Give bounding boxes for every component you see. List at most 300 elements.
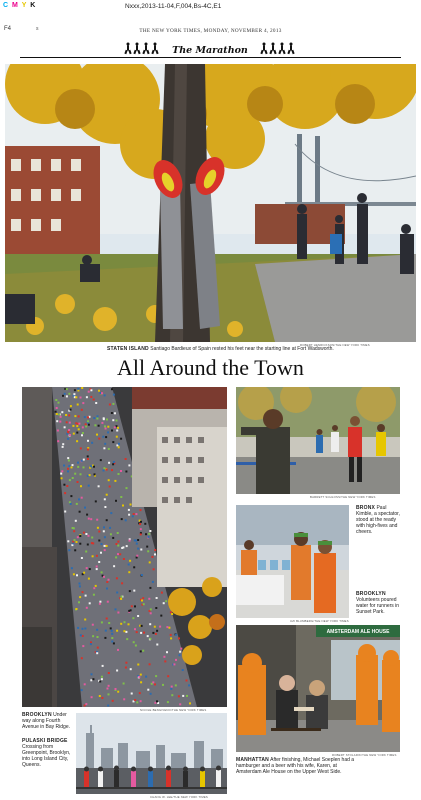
runner-dot bbox=[76, 574, 78, 576]
runner-dot bbox=[69, 422, 71, 424]
runner-dot bbox=[116, 577, 118, 579]
runner-dot bbox=[76, 541, 78, 543]
runner-dot bbox=[155, 607, 157, 609]
runner-dot bbox=[75, 396, 77, 398]
runner-dot bbox=[80, 473, 82, 475]
runner-dot bbox=[136, 701, 138, 703]
manhattan-ale-house-text: After finishing, Michael Soeplen had a hamburger and a beer with his wife, Karen, at Amsterdam Ale House on the Upper West Side. bbox=[236, 757, 355, 775]
runner-dot bbox=[69, 479, 71, 481]
runner-dot bbox=[152, 681, 154, 683]
runner-dot bbox=[109, 527, 111, 529]
runner-dot bbox=[130, 609, 132, 611]
runner-dot bbox=[62, 395, 64, 397]
runner-dot bbox=[93, 399, 95, 401]
runner-dot bbox=[63, 465, 65, 467]
runner-dot bbox=[123, 630, 125, 632]
runner-dot bbox=[154, 549, 156, 551]
runner-dot bbox=[79, 585, 81, 587]
runner-dot bbox=[55, 411, 57, 413]
runner-dot bbox=[84, 628, 86, 630]
runner-dot bbox=[141, 625, 143, 627]
runner-dot bbox=[96, 652, 98, 654]
runner-dot bbox=[171, 613, 173, 615]
runner-dot bbox=[141, 574, 143, 576]
runner-dot bbox=[125, 471, 127, 473]
runner-dot bbox=[136, 543, 138, 545]
runner-dot bbox=[178, 695, 180, 697]
runner-dot bbox=[132, 515, 134, 517]
runner-dot bbox=[95, 585, 97, 587]
runner-dot bbox=[57, 440, 59, 442]
runner-dot bbox=[170, 634, 172, 636]
manhattan-ale-house-caption bbox=[236, 757, 356, 775]
runner-dot bbox=[111, 469, 113, 471]
runner-dot bbox=[166, 651, 168, 653]
runner-dot bbox=[70, 405, 72, 407]
runner-dot bbox=[96, 434, 98, 436]
runner-dot bbox=[148, 533, 150, 535]
manhattan-ale-house-art bbox=[236, 625, 400, 752]
runner-dot bbox=[104, 545, 106, 547]
runner-dot bbox=[82, 645, 84, 647]
runner-dot bbox=[171, 694, 173, 696]
runner-dot bbox=[107, 688, 109, 690]
runner-dot bbox=[186, 695, 188, 697]
runner-dot bbox=[107, 431, 109, 433]
runner-dot bbox=[84, 683, 86, 685]
runner-dot bbox=[106, 419, 108, 421]
runner-dot bbox=[60, 473, 62, 475]
runner-dot bbox=[66, 485, 68, 487]
runner-dot bbox=[163, 656, 165, 658]
runner-dot bbox=[105, 630, 107, 632]
runner-dot bbox=[87, 458, 89, 460]
runner-dot bbox=[179, 654, 181, 656]
runner-dot bbox=[87, 416, 89, 418]
runner-dot bbox=[108, 479, 110, 481]
runner-dot bbox=[86, 396, 88, 398]
runner-dot bbox=[66, 421, 68, 423]
runner-dot bbox=[56, 420, 58, 422]
runner-dot bbox=[168, 627, 170, 629]
runner-dot bbox=[111, 637, 113, 639]
runner-dot bbox=[97, 636, 99, 638]
runner-dot bbox=[152, 632, 154, 634]
runner-dot bbox=[148, 598, 150, 600]
runner-dot bbox=[67, 470, 69, 472]
runner-dot bbox=[91, 442, 93, 444]
pulaski-bridge-text: Crossing from Greenpoint, Brooklyn, into Long Island City, Queens. bbox=[22, 744, 71, 768]
runner-dot bbox=[84, 705, 86, 707]
runner-dot bbox=[76, 432, 78, 434]
runner-dot bbox=[179, 703, 181, 705]
runner-dot bbox=[73, 530, 75, 532]
runner-dot bbox=[99, 695, 101, 697]
runner-dot bbox=[116, 420, 118, 422]
runner-dot bbox=[104, 506, 106, 508]
runner-dot bbox=[62, 443, 64, 445]
runner-dot bbox=[92, 624, 94, 626]
photo-pulaski-bridge bbox=[76, 713, 227, 794]
runner-dot bbox=[111, 641, 113, 643]
runner-dot bbox=[106, 469, 108, 471]
runner-dot bbox=[131, 605, 133, 607]
runner-dot bbox=[88, 485, 90, 487]
runner-dot bbox=[112, 403, 114, 405]
runner-dot bbox=[120, 438, 122, 440]
runner-dot bbox=[161, 592, 163, 594]
runner-dot bbox=[81, 497, 83, 499]
runner-dot bbox=[131, 693, 133, 695]
runner-dot bbox=[92, 635, 94, 637]
runner-dot bbox=[82, 426, 84, 428]
brooklyn-aerial-caption bbox=[22, 712, 77, 730]
runner-dot bbox=[111, 388, 113, 390]
runner-dot bbox=[111, 633, 113, 635]
runner-dot bbox=[162, 684, 164, 686]
runner-dot bbox=[102, 665, 104, 667]
runner-dot bbox=[82, 591, 84, 593]
runner-dot bbox=[103, 470, 105, 472]
runner-dot bbox=[101, 676, 103, 678]
runner-dot bbox=[81, 460, 83, 462]
runner-dot bbox=[83, 572, 85, 574]
runner-dot bbox=[186, 680, 188, 682]
runner-dot bbox=[128, 514, 130, 516]
runner-dot bbox=[120, 496, 122, 498]
runner-dot bbox=[136, 557, 138, 559]
runner-dot bbox=[101, 621, 103, 623]
runner-dot bbox=[140, 681, 142, 683]
runner-dot bbox=[74, 549, 76, 551]
runner-dot bbox=[93, 417, 95, 419]
runner-dot bbox=[78, 428, 80, 430]
brooklyn-aerial-text: Under way along Fourth Avenue in Bay Ridge. bbox=[22, 712, 70, 730]
runner-dot bbox=[67, 431, 69, 433]
runner-dot bbox=[117, 553, 119, 555]
runner-dot bbox=[126, 487, 128, 489]
runner-dot bbox=[105, 428, 107, 430]
pulaski-bridge-credit: CHANG W. LEE/THE NEW YORK TIMES bbox=[150, 795, 209, 799]
runner-dot bbox=[108, 448, 110, 450]
runner-dot bbox=[145, 533, 147, 535]
runner-dot bbox=[75, 520, 77, 522]
runner-dot bbox=[79, 543, 81, 545]
runner-dot bbox=[80, 397, 82, 399]
runner-dot bbox=[140, 632, 142, 634]
runner-dot bbox=[133, 590, 135, 592]
runner-dot bbox=[92, 678, 94, 680]
runner-dot bbox=[166, 626, 168, 628]
runner-dot bbox=[58, 414, 60, 416]
brooklyn-volunteers-credit: UZI BLUMBERG/THE NEW YORK TIMES bbox=[290, 619, 349, 623]
runner-dot bbox=[182, 669, 184, 671]
cmyk-k: K bbox=[30, 2, 37, 9]
runner-dot bbox=[110, 627, 112, 629]
runner-dot bbox=[96, 519, 98, 521]
page-number: F4 bbox=[4, 26, 12, 32]
runner-dot bbox=[126, 545, 128, 547]
runner-dot bbox=[175, 659, 177, 661]
pulaski-bridge-caption bbox=[22, 738, 74, 768]
runner-dot bbox=[97, 527, 99, 529]
runner-dot bbox=[58, 402, 60, 404]
runner-dot bbox=[90, 465, 92, 467]
runner-dot bbox=[182, 695, 184, 697]
runner-dot bbox=[134, 605, 136, 607]
runner-dot bbox=[73, 573, 75, 575]
runner-dot bbox=[80, 447, 82, 449]
lead-photo-credit: ROBERT HENRICKSON/THE NEW YORK TIMES bbox=[300, 343, 370, 347]
runner-dot bbox=[178, 637, 180, 639]
runner-dot bbox=[137, 548, 139, 550]
runner-dot bbox=[117, 649, 119, 651]
runner-dot bbox=[133, 641, 135, 643]
runner-dot bbox=[149, 623, 151, 625]
runner-dot bbox=[112, 419, 114, 421]
lead-caption-text: Santiago Bardieux of Spain rested his feet near the starting line at Fort Wadsworth. bbox=[148, 346, 334, 352]
runner-dot bbox=[132, 617, 134, 619]
runner-dot bbox=[99, 601, 101, 603]
runner-dot bbox=[98, 540, 100, 542]
runner-dot bbox=[106, 519, 108, 521]
runner-dot bbox=[71, 567, 73, 569]
cmyk-c: C bbox=[3, 2, 10, 9]
runner-dot bbox=[61, 470, 63, 472]
runner-dot bbox=[82, 432, 84, 434]
runner-dot bbox=[113, 461, 115, 463]
cmyk-y: Y bbox=[21, 2, 28, 9]
runner-dot bbox=[135, 513, 137, 515]
dateline: THE NEW YORK TIMES, MONDAY, NOVEMBER 4, 2013 bbox=[139, 28, 282, 34]
runner-dot bbox=[104, 498, 106, 500]
runner-dot bbox=[70, 409, 72, 411]
runner-dot bbox=[107, 705, 109, 707]
runner-dot bbox=[81, 657, 83, 659]
lead-photo-art bbox=[5, 64, 416, 342]
runner-dot bbox=[122, 505, 124, 507]
runner-dot bbox=[155, 675, 157, 677]
runner-dot bbox=[108, 693, 110, 695]
runner-dot bbox=[101, 697, 103, 699]
runner-dot bbox=[103, 418, 105, 420]
runner-dot bbox=[77, 462, 79, 464]
runner-dot bbox=[74, 539, 76, 541]
runner-dot bbox=[89, 602, 91, 604]
runner-dot bbox=[93, 587, 95, 589]
runner-dot bbox=[79, 596, 81, 598]
runner-dot bbox=[107, 601, 109, 603]
runner-dot bbox=[87, 420, 89, 422]
runner-dot bbox=[72, 527, 74, 529]
runner-dot bbox=[128, 509, 130, 511]
runner-dot bbox=[90, 518, 92, 520]
runner-dot bbox=[93, 466, 95, 468]
pulaski-bridge-kicker: PULASKI BRIDGE bbox=[22, 738, 68, 744]
runner-dot bbox=[128, 564, 130, 566]
runner-dot bbox=[86, 567, 88, 569]
runner-dot bbox=[90, 389, 92, 391]
runner-dot bbox=[76, 440, 78, 442]
runner-dot bbox=[88, 578, 90, 580]
runner-dot bbox=[77, 481, 79, 483]
runner-dot bbox=[113, 565, 115, 567]
photo-bronx-spectator bbox=[236, 387, 400, 494]
runner-dot bbox=[92, 542, 94, 544]
runner-dot bbox=[80, 634, 82, 636]
runner-dot bbox=[98, 561, 100, 563]
pulaski-bridge-art bbox=[76, 713, 227, 794]
runner-dot bbox=[104, 425, 106, 427]
runner-dot bbox=[137, 664, 139, 666]
runner-dot bbox=[149, 587, 151, 589]
runner-dot bbox=[140, 650, 142, 652]
runner-dot bbox=[102, 436, 104, 438]
ale-house-sign: AMSTERDAM ALE HOUSE bbox=[326, 629, 390, 635]
runner-dot bbox=[96, 566, 98, 568]
runner-dot bbox=[134, 699, 136, 701]
brooklyn-aerial-art bbox=[22, 387, 227, 707]
headline: All Around the Town bbox=[117, 355, 304, 380]
runner-dot bbox=[120, 623, 122, 625]
runner-dot bbox=[143, 603, 145, 605]
runner-dot bbox=[106, 494, 108, 496]
runner-dot bbox=[116, 430, 118, 432]
runner-dot bbox=[100, 552, 102, 554]
runner-dot bbox=[57, 430, 59, 432]
runner-dot bbox=[82, 635, 84, 637]
runner-dot bbox=[87, 475, 89, 477]
lead-photo-staten-island bbox=[5, 64, 416, 342]
runner-dot bbox=[61, 477, 63, 479]
runner-dot bbox=[141, 600, 143, 602]
brooklyn-volunteers-kicker: BROOKLYN bbox=[356, 591, 386, 597]
runner-dot bbox=[64, 492, 66, 494]
runner-dot bbox=[133, 566, 135, 568]
runner-dot bbox=[66, 395, 68, 397]
bronx-spectator-caption bbox=[356, 505, 404, 535]
runner-dot bbox=[97, 415, 99, 417]
runner-dot bbox=[140, 528, 142, 530]
runner-dot bbox=[140, 533, 142, 535]
runner-dot bbox=[95, 500, 97, 502]
cmyk-marks bbox=[3, 2, 36, 9]
runner-dot bbox=[111, 430, 113, 432]
runner-dot bbox=[106, 618, 108, 620]
runner-dot bbox=[77, 536, 79, 538]
bronx-spectator-credit: BARRETT SCHLOSS/THE NEW YORK TIMES bbox=[310, 495, 376, 499]
runner-dot bbox=[140, 521, 142, 523]
runner-dot bbox=[136, 631, 138, 633]
photo-brooklyn-volunteers bbox=[236, 505, 349, 618]
runner-dot bbox=[149, 561, 151, 563]
runner-dot bbox=[156, 597, 158, 599]
runner-dot bbox=[103, 526, 105, 528]
runner-dot bbox=[123, 558, 125, 560]
runner-dot bbox=[91, 537, 93, 539]
runner-dot bbox=[79, 583, 81, 585]
manhattan-ale-house-kicker: MANHATTAN bbox=[236, 757, 269, 763]
runner-dot bbox=[129, 590, 131, 592]
runner-dot bbox=[76, 608, 78, 610]
runner-dot bbox=[103, 530, 105, 532]
runner-dot bbox=[129, 540, 131, 542]
lead-caption-kicker: STATEN ISLAND bbox=[107, 346, 149, 352]
runner-dot bbox=[152, 581, 154, 583]
runner-dot bbox=[179, 651, 181, 653]
header-rule bbox=[20, 57, 401, 58]
runner-dot bbox=[104, 443, 106, 445]
runner-dot bbox=[134, 628, 136, 630]
photo-manhattan-ale-house bbox=[236, 625, 400, 752]
runner-dot bbox=[175, 634, 177, 636]
runner-dot bbox=[139, 523, 141, 525]
runner-dot bbox=[74, 389, 76, 391]
runner-dot bbox=[163, 602, 165, 604]
runner-dot bbox=[90, 679, 92, 681]
runner-dot bbox=[98, 485, 100, 487]
runner-dot bbox=[65, 414, 67, 416]
runner-dot bbox=[123, 698, 125, 700]
runner-dot bbox=[84, 416, 86, 418]
runner-dot bbox=[125, 667, 127, 669]
runner-dot bbox=[189, 702, 191, 704]
runner-dot bbox=[125, 519, 127, 521]
runner-dot bbox=[164, 660, 166, 662]
runner-dot bbox=[108, 462, 110, 464]
runner-dot bbox=[119, 553, 121, 555]
runner-dot bbox=[79, 511, 81, 513]
runner-dot bbox=[68, 465, 70, 467]
runner-dot bbox=[75, 422, 77, 424]
runner-dot bbox=[81, 387, 83, 389]
runner-dot bbox=[88, 424, 90, 426]
runner-dot bbox=[97, 647, 99, 649]
runner-dot bbox=[128, 464, 130, 466]
bronx-spectator-text: Paul Kimble, a spectator, stood at the ready with high-fives and cheers. bbox=[356, 505, 400, 535]
runner-dot bbox=[114, 480, 116, 482]
runner-dot bbox=[139, 692, 141, 694]
runner-dot bbox=[180, 648, 182, 650]
runner-dot bbox=[125, 458, 127, 460]
runner-dot bbox=[115, 608, 117, 610]
runner-dot bbox=[63, 484, 65, 486]
runner-dot bbox=[88, 535, 90, 537]
brooklyn-aerial-kicker: BROOKLYN bbox=[22, 712, 52, 718]
runner-dot bbox=[87, 440, 89, 442]
runner-dot bbox=[137, 615, 139, 617]
runner-dot bbox=[89, 474, 91, 476]
runner-dot bbox=[81, 409, 83, 411]
runner-dot bbox=[147, 635, 149, 637]
runner-dot bbox=[117, 612, 119, 614]
runner-dot bbox=[117, 691, 119, 693]
runner-dot bbox=[96, 555, 98, 557]
runner-dot bbox=[106, 545, 108, 547]
runner-dot bbox=[104, 549, 106, 551]
runner-dot bbox=[87, 544, 89, 546]
runner-dot bbox=[121, 596, 123, 598]
runner-dot bbox=[108, 579, 110, 581]
runner-dot bbox=[88, 391, 90, 393]
runner-dot bbox=[116, 436, 118, 438]
runner-dot bbox=[156, 700, 158, 702]
runner-dot bbox=[113, 642, 115, 644]
runner-dot bbox=[125, 631, 127, 633]
runner-dot bbox=[86, 514, 88, 516]
runner-dot bbox=[101, 422, 103, 424]
bronx-spectator-art bbox=[236, 387, 400, 494]
